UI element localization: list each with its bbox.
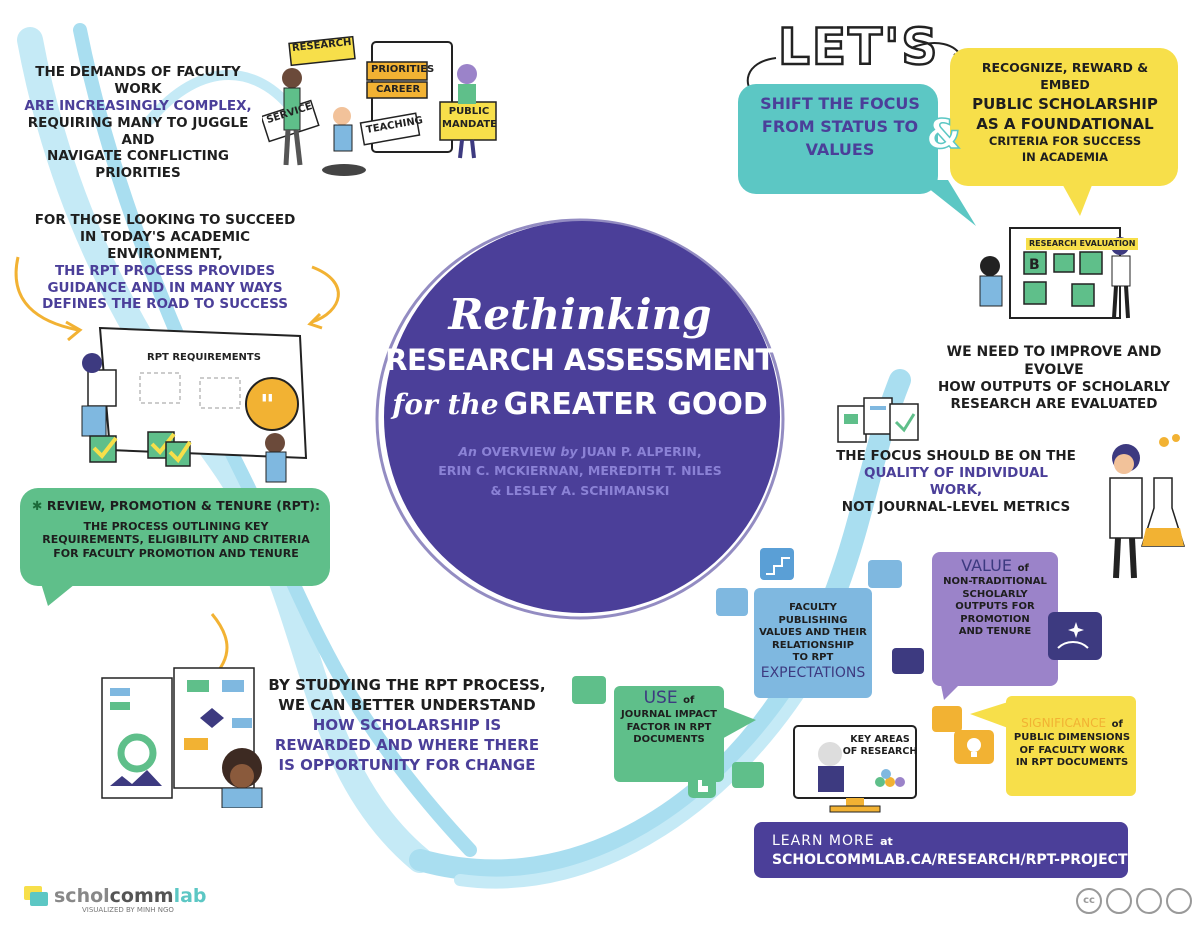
succeed-line-3: THE RPT PROCESS PROVIDES: [54, 262, 276, 279]
studying-line-2: WE CAN BETTER UNDERSTAND: [278, 695, 536, 714]
improve-line-3: RESEARCH ARE EVALUATED: [950, 395, 1158, 412]
svg-text:B: B: [1029, 257, 1040, 273]
value-text: [936, 556, 1054, 639]
faculty-big: EXPECTATIONS: [760, 664, 866, 681]
significance-box-tail: [970, 700, 1010, 730]
key-areas-text: [840, 734, 920, 758]
shift-focus-text: [742, 92, 938, 162]
visualized-credit: VISUALIZED BY MINH NGO: [82, 906, 174, 914]
improve-line-1: WE NEED TO IMPROVE AND EVOLVE: [946, 344, 1162, 378]
significance-big: SIGNIFICANCE: [1021, 716, 1107, 730]
lightbulb-icon: [954, 730, 996, 766]
focus-line-2: QUALITY OF INDIVIDUAL WORK,: [863, 464, 1048, 498]
use-big: USE: [643, 688, 678, 708]
hand-icon: [1046, 610, 1104, 662]
ampersand: &: [926, 112, 961, 158]
sign-teaching: TEACHING: [365, 115, 424, 136]
rpt-bubble-tail: [40, 580, 90, 610]
lets-title: LET'S: [778, 18, 940, 76]
sign-public-mandate: [442, 106, 496, 131]
rec-line-4: CRITERIA FOR SUCCESS: [988, 134, 1142, 149]
shift-line-2: FROM STATUS TO: [761, 117, 919, 137]
scientist-illustration: [1084, 428, 1194, 588]
author-1: JUAN P. ALPERIN,: [581, 444, 702, 459]
document-icon: [716, 588, 748, 616]
faculty-publishing-text: [756, 602, 870, 682]
succeed-line-2: IN TODAY'S ACADEMIC ENVIRONMENT,: [80, 228, 250, 262]
faculty-line-3: RELATIONSHIP: [772, 639, 854, 651]
studying-line-5: IS OPPORTUNITY FOR CHANGE: [278, 755, 536, 774]
authors: [380, 442, 780, 500]
value-big: VALUE: [961, 556, 1012, 575]
rpt-requirements-label: RPT REQUIREMENTS: [147, 352, 261, 363]
creative-commons-icon: cc: [1076, 888, 1102, 914]
rpt-definition-text: [26, 498, 326, 561]
use-text: [616, 688, 722, 747]
significance-line-4: IN RPT DOCUMENTS: [1015, 757, 1129, 768]
sparkle-icon: ✱: [31, 498, 43, 513]
document-icon: [572, 676, 606, 704]
author-3: & LESLEY A. SCHIMANSKI: [490, 482, 670, 498]
value-line-6: AND TENURE: [958, 626, 1032, 637]
key-areas-line-2: OF RESEARCH: [842, 745, 918, 757]
overview-word: OVERVIEW: [481, 444, 557, 459]
logo-comm: comm: [109, 885, 174, 907]
shift-line-1: SHIFT THE FOCUS: [760, 94, 920, 113]
scholcommlab-logo: [24, 884, 207, 914]
learn-more-banner[interactable]: [754, 822, 1128, 878]
faculty-line-2: VALUES AND THEIR: [759, 627, 867, 638]
use-line-2: JOURNAL IMPACT: [621, 709, 717, 721]
demands-line-3: REQUIRING MANY TO JUGGLE AND: [27, 114, 249, 148]
faculty-line-1: FACULTY PUBLISHING: [778, 602, 848, 626]
sign-service: SERVICE: [265, 100, 314, 127]
rpt-def-title-text: REVIEW, PROMOTION & TENURE (RPT):: [46, 498, 321, 513]
learn-more-lead: LEARN MORE: [772, 833, 875, 849]
studying-text: [262, 676, 552, 776]
value-line-5: PROMOTION: [960, 613, 1030, 625]
value-line-2: NON-TRADITIONAL: [943, 576, 1047, 587]
document-icon: [892, 648, 924, 674]
focus-line-1: THE FOCUS SHOULD BE ON THE: [836, 448, 1076, 464]
document-icon: [732, 762, 764, 788]
use-line-4: DOCUMENTS: [633, 734, 705, 746]
rpt-def-line-1: THE PROCESS OUTLINING KEY: [83, 519, 269, 533]
center-title: [380, 290, 780, 500]
shift-line-3: VALUES: [805, 140, 875, 160]
use-box-tail: [720, 706, 760, 746]
rpt-def-body: [26, 520, 326, 561]
attribution-icon: [1106, 888, 1132, 914]
significance-of: of: [1111, 719, 1123, 730]
focus-text: [836, 448, 1076, 516]
rpt-def-title: [26, 498, 326, 514]
rec-line-2: PUBLIC SCHOLARSHIP: [972, 94, 1158, 113]
demands-line-4: NAVIGATE CONFLICTING PRIORITIES: [47, 148, 229, 182]
overview-lead: An: [458, 444, 477, 459]
improve-line-2: HOW OUTPUTS OF SCHOLARLY: [937, 379, 1171, 395]
rpt-board-illustration: [70, 318, 310, 488]
learn-more-at: at: [880, 835, 893, 848]
noncommercial-icon: [1136, 888, 1162, 914]
value-of: of: [1017, 563, 1029, 574]
sign-priorities: PRIORITIES: [371, 64, 435, 75]
significance-line-3: OF FACULTY WORK: [1019, 744, 1125, 756]
hand-pointer-icon: [688, 770, 718, 800]
use-line-3: FACTOR IN RPT: [626, 721, 712, 733]
succeed-line-5: DEFINES THE ROAD TO SUCCESS: [42, 296, 288, 313]
studying-line-1: BY STUDYING THE RPT PROCESS,: [268, 676, 546, 694]
author-2: ERIN C. MCKIERNAN, MEREDITH T. NILES: [438, 463, 722, 479]
title-greater-good: GREATER GOOD: [503, 387, 768, 422]
overview-by: by: [560, 444, 578, 459]
rpt-def-line-2: REQUIREMENTS, ELIGIBILITY AND CRITERIA: [42, 533, 310, 547]
value-line-4: OUTPUTS FOR: [955, 601, 1035, 612]
studying-line-3: HOW SCHOLARSHIP IS: [312, 715, 502, 734]
document-icon: [868, 560, 902, 588]
studying-line-4: REWARDED AND WHERE THERE: [274, 735, 540, 754]
significance-text: [1010, 712, 1134, 770]
twitter-icon: [1072, 284, 1094, 306]
rec-line-5: IN ACADEMIA: [1021, 149, 1109, 164]
demands-line-1: THE DEMANDS OF FACULTY WORK: [35, 64, 241, 97]
title-research-assessment: RESEARCH ASSESSMENT: [385, 343, 775, 377]
rpt-def-line-3: FOR FACULTY PROMOTION AND TENURE: [53, 547, 299, 561]
succeed-line-4: GUIDANCE AND IN MANY WAYS: [47, 279, 283, 296]
learn-more-url[interactable]: SCHOLCOMMLAB.CA/RESEARCH/RPT-PROJECT: [772, 852, 1128, 868]
documents-illustration: [834, 392, 924, 452]
svg-text:": ": [260, 388, 275, 421]
focus-line-3: NOT JOURNAL-LEVEL METRICS: [841, 498, 1071, 515]
rec-line-1: RECOGNIZE, REWARD & EMBED: [981, 60, 1149, 92]
demands-text: [18, 64, 258, 182]
demands-line-2: ARE INCREASINGLY COMPLEX,: [24, 97, 252, 114]
succeed-line-1: FOR THOSE LOOKING TO SUCCEED: [34, 212, 296, 228]
sharealike-icon: [1166, 888, 1192, 914]
title-for-the: for the: [392, 388, 499, 421]
rec-line-3: AS A FOUNDATIONAL: [976, 115, 1154, 133]
significance-line-2: PUBLIC DIMENSIONS: [1013, 732, 1131, 743]
stairs-icon: [760, 548, 796, 582]
sign-career: CAREER: [376, 84, 421, 95]
document-icon: [932, 706, 962, 732]
recognize-text: [956, 60, 1174, 165]
title-line3: [380, 387, 780, 422]
key-areas-line-1: KEY AREAS: [850, 734, 910, 745]
value-box-tail: [940, 680, 970, 704]
logo-mark-icon: [24, 884, 50, 908]
title-rethinking: Rethinking: [448, 290, 712, 339]
recognize-bubble-tail: [1060, 180, 1100, 220]
use-of: of: [683, 695, 695, 706]
flowchart-illustration: [92, 608, 282, 808]
sign-mandate: MANDATE: [442, 118, 497, 130]
logo-lab: lab: [173, 885, 207, 907]
faculty-line-4: TO RPT: [792, 652, 834, 663]
improve-text: [918, 344, 1190, 413]
creative-commons-icons: [1076, 888, 1192, 914]
sign-public: PUBLIC: [448, 106, 490, 117]
logo-schol: schol: [54, 885, 110, 907]
sign-research: RESEARCH: [291, 36, 353, 55]
research-evaluation-label: RESEARCH EVALUATION: [1026, 238, 1138, 250]
value-line-3: SCHOLARLY: [962, 588, 1028, 600]
